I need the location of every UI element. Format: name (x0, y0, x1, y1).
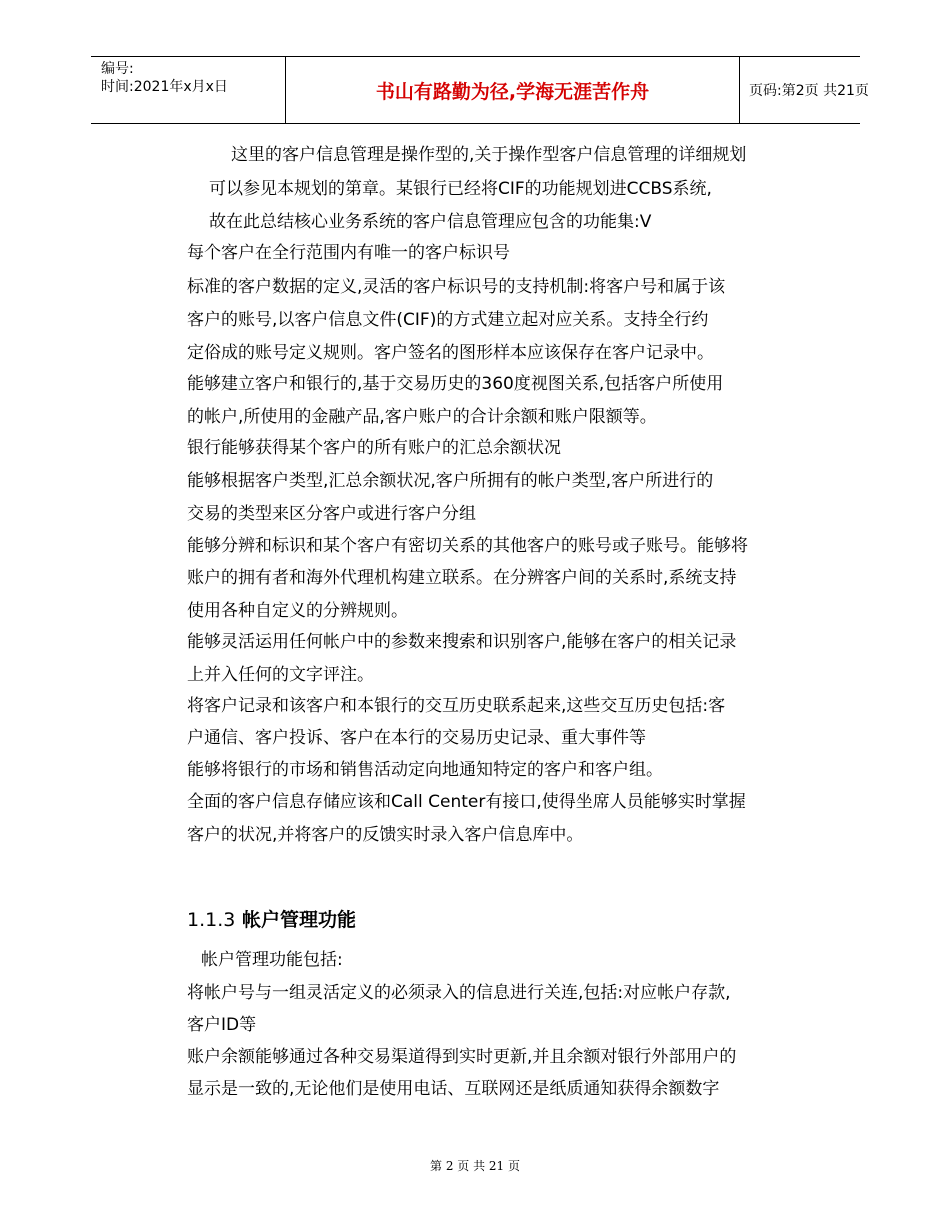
paragraph-line: 交易的类型来区分客户或进行客户分组 (187, 504, 476, 524)
paragraph-line: 使用各种自定义的分辨规则。 (187, 601, 408, 621)
paragraph-line: 上并入任何的文字评注。 (187, 665, 374, 685)
section-paragraph-line: 显示是一致的,无论他们是使用电话、互联网还是纸质通知获得余额数字 (187, 1079, 720, 1099)
paragraph-line: 客户的状况,并将客户的反馈实时录入客户信息库中。 (187, 825, 584, 845)
paragraph-line: 可以参见本规划的第章。某银行已经将CIF的功能规划进CCBS系统, (209, 179, 712, 199)
document-time-label: 时间:2021年x月x日 (101, 79, 228, 95)
paragraph-line: 能够灵活运用任何帐户中的参数来搜索和识别客户,能够在客户的相关记录 (187, 632, 737, 652)
paragraph-line: 能够将银行的市场和销售活动定向地通知特定的客户和客户组。 (187, 760, 663, 780)
section-number: 1.1.3 (187, 909, 236, 931)
paragraph-line: 能够分辨和标识和某个客户有密切关系的其他客户的账号或子账号。能够将 (187, 536, 748, 556)
paragraph-line: 户通信、客户投诉、客户在本行的交易历史记录、重大事件等 (187, 728, 646, 748)
header-page-number: 页码:第2页 共21页 (749, 83, 869, 99)
section-title: 帐户管理功能 (241, 909, 356, 931)
paragraph-line: 故在此总结核心业务系统的客户信息管理应包含的功能集:V (209, 212, 652, 232)
paragraph-line: 账户的拥有者和海外代理机构建立联系。在分辨客户间的关系时,系统支持 (187, 568, 737, 588)
section-paragraph-line: 客户ID等 (187, 1015, 257, 1035)
paragraph-line: 客户的账号,以客户信息文件(CIF)的方式建立起对应关系。支持全行约 (187, 310, 709, 330)
paragraph-line: 银行能够获得某个客户的所有账户的汇总余额状况 (187, 438, 561, 458)
paragraph-line: 能够根据客户类型,汇总余额状况,客户所拥有的帐户类型,客户所进行的 (187, 471, 714, 491)
section-paragraph-line: 账户余额能够通过各种交易渠道得到实时更新,并且余额对银行外部用户的 (187, 1047, 737, 1067)
paragraph-line: 将客户记录和该客户和本银行的交互历史联系起来,这些交互历史包括:客 (187, 696, 726, 716)
paragraph-line: 标准的客户数据的定义,灵活的客户标识号的支持机制:将客户号和属于该 (187, 277, 726, 297)
section-paragraph-line: 将帐户号与一组灵活定义的必须录入的信息进行关连,包括:对应帐户存款, (187, 983, 731, 1003)
paragraph-line: 定俗成的账号定义规则。客户签名的图形样本应该保存在客户记录中。 (187, 343, 714, 363)
section-paragraph-line: 帐户管理功能包括: (201, 950, 343, 970)
document-number-label: 编号: (101, 61, 134, 77)
paragraph-line: 每个客户在全行范围内有唯一的客户标识号 (187, 243, 510, 263)
paragraph-line: 能够建立客户和银行的,基于交易历史的360度视图关系,包括客户所使用 (187, 374, 724, 394)
paragraph-line: 全面的客户信息存储应该和Call Center有接口,使得坐席人员能够实时掌握 (187, 792, 746, 812)
header-motto: 书山有路勤为径,学海无涯苦作舟 (375, 80, 650, 103)
section-heading (187, 905, 356, 932)
paragraph-line: 这里的客户信息管理是操作型的,关于操作型客户信息管理的详细规划 (231, 145, 747, 165)
page-footer: 第 2 页 共 21 页 (430, 1159, 520, 1173)
paragraph-line: 的帐户,所使用的金融产品,客户账户的合计余额和账户限额等。 (187, 407, 657, 427)
